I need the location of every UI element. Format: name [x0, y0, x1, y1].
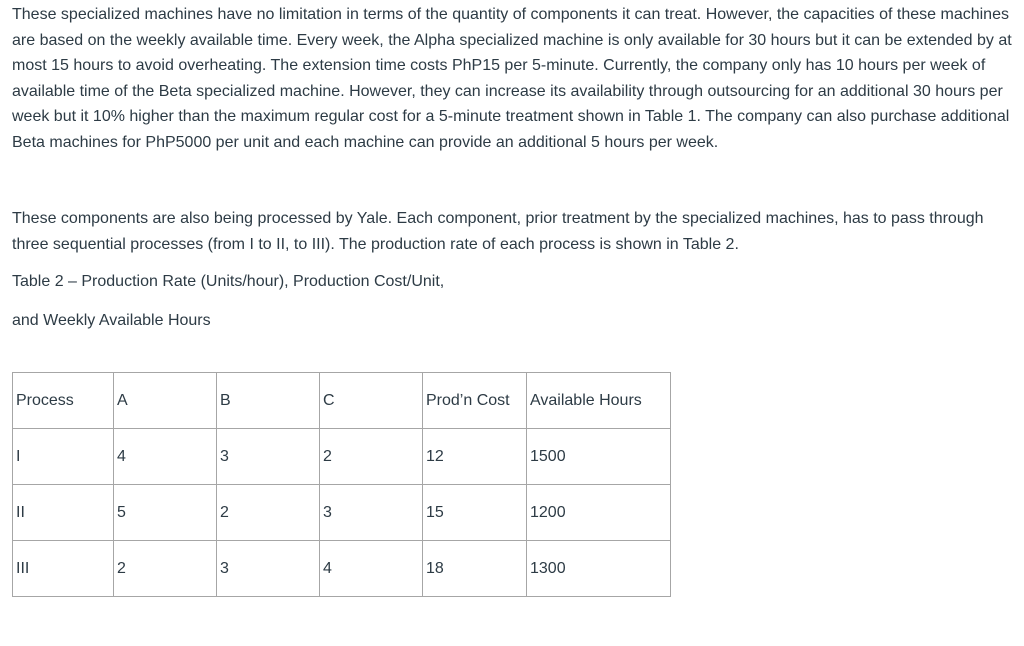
cell-process: I: [13, 429, 114, 485]
table-row: [13, 541, 671, 597]
cell-b: 3: [217, 429, 320, 485]
cell-a: 2: [114, 541, 217, 597]
cell-c: 2: [320, 429, 423, 485]
header-b: B: [217, 373, 320, 429]
cell-prodn-cost: 15: [423, 485, 527, 541]
cell-b: 3: [217, 541, 320, 597]
cell-prodn-cost: 12: [423, 429, 527, 485]
cell-process: III: [13, 541, 114, 597]
table-header-row: [13, 373, 671, 429]
cell-available-hours: 1500: [527, 429, 671, 485]
header-process: Process: [13, 373, 114, 429]
cell-available-hours: 1300: [527, 541, 671, 597]
cell-prodn-cost: 18: [423, 541, 527, 597]
cell-b: 2: [217, 485, 320, 541]
header-a: A: [114, 373, 217, 429]
table-caption-line-2: and Weekly Available Hours: [12, 311, 211, 329]
production-rate-table: [12, 372, 671, 597]
document-page: [12, 2, 1014, 577]
header-prodn-cost: Prod’n Cost: [423, 373, 527, 429]
table-caption-line-1: Table 2 – Production Rate (Units/hour), Production Cost/Unit,: [12, 273, 445, 290]
cell-c: 3: [320, 485, 423, 541]
cell-available-hours: 1200: [527, 485, 671, 541]
cell-process: II: [13, 485, 114, 541]
cell-a: 5: [114, 485, 217, 541]
cell-a: 4: [114, 429, 217, 485]
header-c: C: [320, 373, 423, 429]
cell-c: 4: [320, 541, 423, 597]
paragraph-yale-processes: These components are also being processed by Yale. Each component, prior treatment by the specialized machines, has to pass through three sequential processes (from I to II, to III). The production rate of each process is shown in Table 2.: [12, 210, 984, 253]
paragraph-machine-capacities: These specialized machines have no limitation in terms of the quantity of components it can treat. However, the capacities of these machines are based on the weekly available time. Every week, the Alpha specialized machine is only available for 30 hours but it can be extended by at most 15 hours to avoid overheating. The extension time costs PhP15 per 5-minute. Currently, the company only has 10 hours per week of available time of the Beta specialized machine. However, they can increase its availability through outsourcing for an additional 30 hours per week but it 10% higher than the maximum regular cost for a 5-minute treatment shown in Table 1. The company can also purchase additional Beta machines for PhP5000 per unit and each machine can provide an additional 5 hours per week.: [12, 6, 1012, 151]
table-row: [13, 429, 671, 485]
table-row: [13, 485, 671, 541]
header-available-hours: Available Hours: [527, 373, 671, 429]
